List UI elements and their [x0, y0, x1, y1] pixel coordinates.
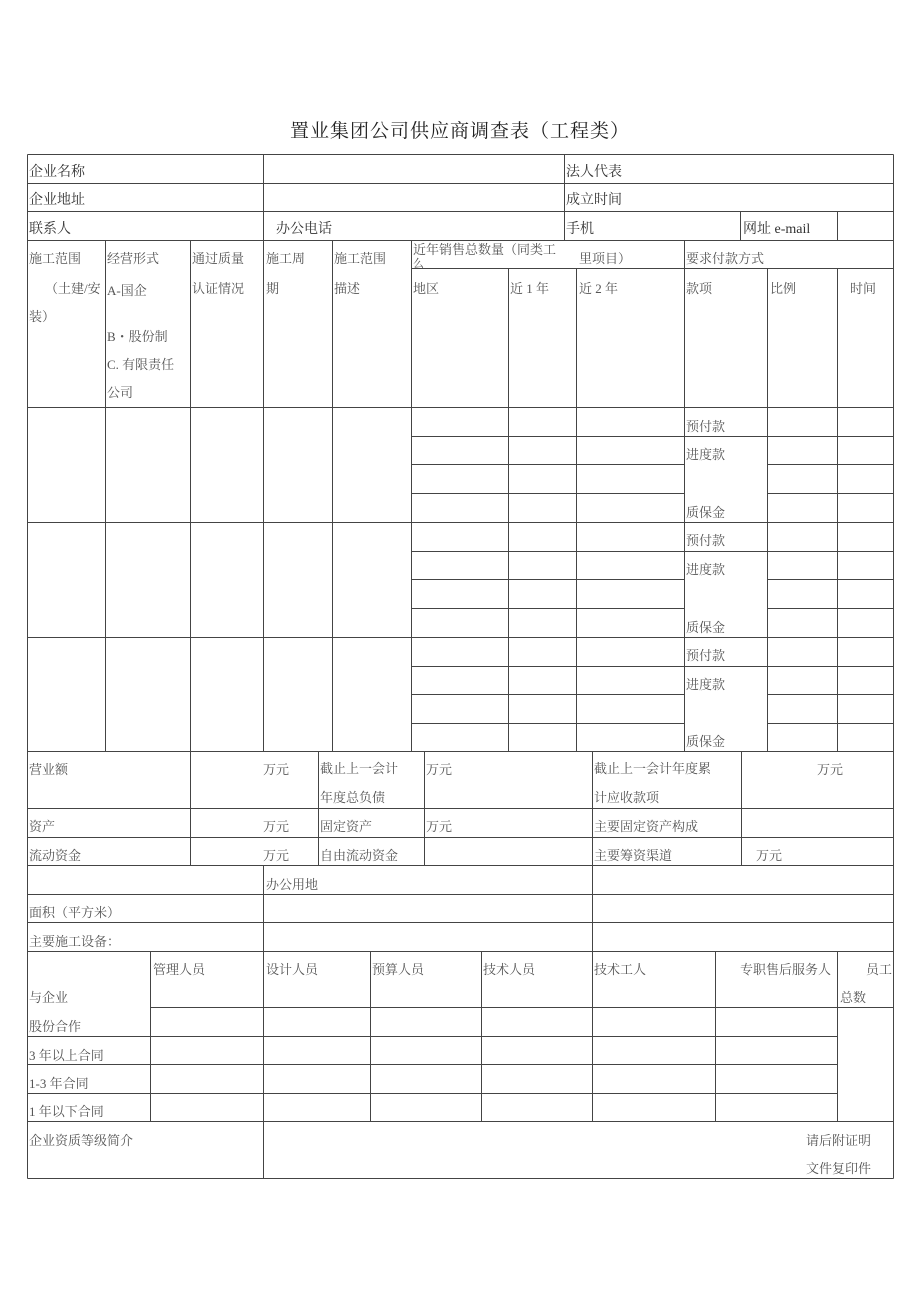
col-business-form-c: C. 有限责任	[107, 357, 175, 372]
staff-row-under-1yr: 1 年以下合同	[29, 1104, 104, 1119]
unit-assets: 万元	[263, 819, 290, 834]
staff-design: 设计人员	[266, 962, 319, 977]
unit-revenue: 万元	[263, 762, 290, 777]
col-sales-title-tail: 么	[413, 258, 424, 270]
staff-relation: 与企业	[29, 990, 69, 1005]
col-payment-title: 要求付款方式	[686, 251, 765, 266]
col-period-1: 施工周	[266, 251, 306, 266]
label-liabilities-2: 年度总负债	[320, 790, 386, 805]
label-office-phone: 办公电话	[276, 222, 332, 237]
col-business-form-b: B・股份制	[107, 329, 168, 344]
label-receivables-2: 计应收款项	[594, 790, 660, 805]
col-scope-1: 施工范围	[29, 251, 82, 266]
qualification-note-1: 请后附证明	[806, 1133, 872, 1148]
staff-row-1-3yr: 1-3 年合同	[29, 1076, 89, 1091]
label-assets: 资产	[29, 819, 56, 834]
unit-fixed-assets: 万元	[426, 819, 453, 834]
label-working-capital: 流动资金	[29, 848, 82, 863]
col-sales-year2: 近 2 年	[579, 281, 619, 296]
unit-receivables: 万元	[817, 762, 844, 777]
label-established: 成立时间	[566, 193, 622, 208]
label-fixed-assets: 固定资产	[320, 819, 373, 834]
staff-total-1: 员工	[866, 962, 893, 977]
payment-retention-2: 质保金	[686, 620, 726, 635]
label-contact: 联系人	[29, 222, 71, 237]
staff-row-3yr-plus: 3 年以上合同	[29, 1048, 104, 1063]
col-payment-ratio: 比例	[770, 281, 797, 296]
label-equipment: 主要施工设备：	[29, 934, 121, 949]
col-business-form-a: A-国企	[107, 283, 147, 298]
col-sales-region: 地区	[413, 281, 440, 296]
payment-progress-2: 进度款	[686, 562, 726, 577]
label-liabilities-1: 截止上一会计	[320, 761, 399, 776]
col-payment-time: 时间	[850, 281, 877, 296]
staff-budget: 预算人员	[372, 962, 425, 977]
payment-advance-3: 预付款	[686, 648, 726, 663]
label-area: 面积（平方米）	[29, 905, 121, 920]
payment-retention-3: 质保金	[686, 734, 726, 749]
col-sales-title-2: 里项目）	[579, 251, 632, 266]
staff-row-shareholding: 股份合作	[29, 1019, 82, 1034]
col-scope-desc-1: 施工范围	[334, 251, 387, 266]
label-mobile: 手机	[566, 222, 594, 237]
label-company-address: 企业地址	[29, 193, 85, 208]
label-website-email: 网址 e-mail	[743, 222, 811, 237]
staff-tech-workers: 技术工人	[594, 962, 647, 977]
label-revenue: 营业额	[29, 762, 69, 777]
unit-liabilities: 万元	[426, 762, 453, 777]
col-quality-cert-1: 通过质量	[192, 251, 245, 266]
staff-after-sales: 专职售后服务人	[740, 962, 832, 977]
label-free-working-capital: 自由流动资金	[320, 848, 399, 863]
col-sales-year1: 近 1 年	[510, 281, 550, 296]
label-office-land: 办公用地	[266, 877, 319, 892]
col-payment-item: 款项	[686, 281, 713, 296]
label-qualification: 企业资质等级简介	[29, 1133, 134, 1148]
col-business-form-title: 经营形式	[107, 251, 160, 266]
label-legal-rep: 法人代表	[566, 165, 622, 180]
payment-retention-1: 质保金	[686, 505, 726, 520]
col-sales-title: 近年销售总数量（同类工	[413, 242, 557, 257]
label-receivables-1: 截止上一会计年度累	[594, 761, 712, 776]
col-period-2: 期	[266, 281, 280, 296]
col-scope-3: 装）	[29, 309, 56, 324]
document-title: 置业集团公司供应商调查表（工程类）	[289, 121, 630, 142]
staff-total-2: 总数	[840, 990, 867, 1005]
payment-advance-1: 预付款	[686, 419, 726, 434]
payment-progress-3: 进度款	[686, 677, 726, 692]
col-scope-2: （土建/安	[45, 281, 101, 296]
staff-technical: 技术人员	[483, 962, 536, 977]
col-scope-desc-2: 描述	[334, 281, 361, 296]
label-fixed-assets-comp: 主要固定资产构成	[594, 819, 699, 834]
col-quality-cert-2: 认证情况	[192, 281, 245, 296]
qualification-note-2: 文件复印件	[806, 1161, 872, 1176]
payment-advance-2: 预付款	[686, 533, 726, 548]
label-company-name: 企业名称	[29, 165, 85, 180]
unit-working-capital: 万元	[263, 848, 290, 863]
label-funding-channels: 主要筹资渠道	[594, 848, 673, 863]
col-business-form-c2: 公司	[107, 385, 134, 400]
unit-funding-channels: 万元	[756, 848, 783, 863]
payment-progress-1: 进度款	[686, 447, 726, 462]
staff-management: 管理人员	[153, 962, 206, 977]
